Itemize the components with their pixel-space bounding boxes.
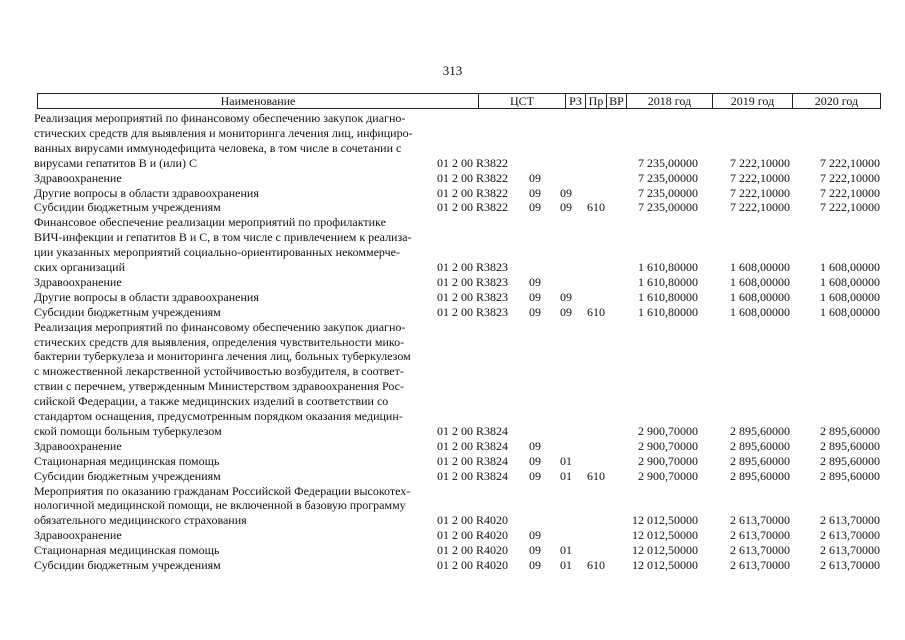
row-name: Другие вопросы в области здравоохранения <box>34 289 259 304</box>
row-cst: 01 2 00 R4020 <box>437 513 509 528</box>
row-vr: 610 <box>587 558 605 572</box>
row-name: ствии с перечнем, утвержденным Министерством здравоохранения Рос- <box>34 379 404 394</box>
row-name: Реализация мероприятий по финансовому обеспечению закупок диагно- <box>34 111 406 125</box>
row-pr: 01 <box>560 558 572 572</box>
row-name: Финансовое обеспечение реализации мероприятий по профилактике <box>34 215 386 230</box>
row-value-2020: 2 895,60000 <box>820 423 880 438</box>
row-value-2020: 2 895,60000 <box>820 468 880 483</box>
row-name: Стационарная медицинская помощь <box>34 453 220 468</box>
row-name: вирусами гепатитов В и (или) С <box>34 155 197 170</box>
row-rz: 09 <box>529 438 541 453</box>
row-value-2020: 2 895,60000 <box>820 453 880 468</box>
row-value-2020: 1 608,00000 <box>820 260 880 274</box>
row-cst: 01 2 00 R3824 <box>437 453 509 468</box>
row-rz: 09 <box>529 558 541 572</box>
row-cst: 01 2 00 R3823 <box>437 304 509 319</box>
row-name: Реализация мероприятий по финансовому обеспечению закупок диагно- <box>34 319 406 334</box>
row-value-2020: 2 613,70000 <box>820 528 880 543</box>
row-cst: 01 2 00 R3822 <box>437 170 509 185</box>
row-value-2019: 7 222,10000 <box>730 170 790 185</box>
row-value-2018: 12 012,50000 <box>632 543 698 558</box>
row-value-2019: 1 608,00000 <box>730 289 790 304</box>
row-cst: 01 2 00 R3824 <box>437 438 509 453</box>
row-name: Здравоохранение <box>34 438 122 453</box>
header-pr: Пр <box>586 94 607 108</box>
row-value-2018: 7 235,00000 <box>638 170 698 185</box>
row-value-2019: 2 895,60000 <box>730 468 790 483</box>
header-cst: ЦСТ <box>479 94 566 108</box>
row-name: Субсидии бюджетным учреждениям <box>34 558 221 572</box>
row-pr: 01 <box>560 468 572 483</box>
row-value-2020: 7 222,10000 <box>820 170 880 185</box>
row-rz: 09 <box>529 304 541 319</box>
row-name: сийской Федерации, а также медицинских изделий в соответствии со <box>34 394 389 409</box>
row-value-2018: 7 235,00000 <box>638 185 698 200</box>
row-rz: 09 <box>529 289 541 304</box>
row-cst: 01 2 00 R3822 <box>437 185 509 200</box>
row-value-2019: 2 895,60000 <box>730 423 790 438</box>
row-value-2018: 2 900,70000 <box>638 438 698 453</box>
row-name: Субсидии бюджетным учреждениям <box>34 200 221 215</box>
row-name: Здравоохранение <box>34 274 122 289</box>
row-cst: 01 2 00 R3824 <box>437 468 509 483</box>
row-pr: 09 <box>560 185 572 200</box>
row-value-2018: 12 012,50000 <box>632 528 698 543</box>
row-cst: 01 2 00 R3822 <box>437 155 509 170</box>
row-value-2019: 2 613,70000 <box>730 543 790 558</box>
page-number: 313 <box>442 63 463 78</box>
row-value-2018: 7 235,00000 <box>638 200 698 215</box>
row-cst: 01 2 00 R4020 <box>437 528 509 543</box>
row-value-2019: 2 613,70000 <box>730 513 790 528</box>
row-name: Субсидии бюджетным учреждениям <box>34 304 221 319</box>
row-value-2019: 1 608,00000 <box>730 260 790 274</box>
row-pr: 01 <box>560 453 572 468</box>
row-rz: 09 <box>529 528 541 543</box>
row-value-2018: 2 900,70000 <box>638 453 698 468</box>
row-cst: 01 2 00 R4020 <box>437 543 509 558</box>
row-cst: 01 2 00 R3823 <box>437 274 509 289</box>
header-vr: ВР <box>607 94 627 108</box>
row-value-2019: 2 613,70000 <box>730 528 790 543</box>
row-rz: 09 <box>529 274 541 289</box>
row-name: ВИЧ-инфекции и гепатитов В и С, в том числе с привлечением к реализа- <box>34 230 412 245</box>
row-rz: 09 <box>529 543 541 558</box>
row-name: Здравоохранение <box>34 528 122 543</box>
row-name: Стационарная медицинская помощь <box>34 543 220 558</box>
row-value-2020: 1 608,00000 <box>820 274 880 289</box>
row-value-2018: 7 235,00000 <box>638 155 698 170</box>
row-value-2020: 2 895,60000 <box>820 438 880 453</box>
row-value-2019: 7 222,10000 <box>730 155 790 170</box>
row-value-2020: 7 222,10000 <box>820 200 880 215</box>
row-value-2018: 2 900,70000 <box>638 468 698 483</box>
row-value-2020: 2 613,70000 <box>820 513 880 528</box>
row-pr: 09 <box>560 200 572 215</box>
row-value-2018: 12 012,50000 <box>632 513 698 528</box>
header-rz: РЗ <box>566 94 586 108</box>
row-name: стических средств для выявления и мониторинга лечения лиц, инфициро- <box>34 125 413 140</box>
row-cst: 01 2 00 R3823 <box>437 289 509 304</box>
row-rz: 09 <box>529 468 541 483</box>
row-pr: 09 <box>560 304 572 319</box>
header-name: Наименование <box>38 94 479 108</box>
row-name: ских организаций <box>34 260 126 274</box>
row-name: стических средств для выявления, определения чувствительности мико- <box>34 334 405 349</box>
row-rz: 09 <box>529 185 541 200</box>
row-cst: 01 2 00 R4020 <box>437 558 509 572</box>
row-value-2018: 12 012,50000 <box>632 558 698 572</box>
row-value-2020: 2 613,70000 <box>820 558 880 572</box>
row-rz: 09 <box>529 170 541 185</box>
row-name: стандартом оснащения, предусмотренным порядком оказания медицин- <box>34 409 403 423</box>
row-rz: 09 <box>529 200 541 215</box>
row-value-2018: 1 610,80000 <box>638 260 698 274</box>
row-value-2020: 1 608,00000 <box>820 304 880 319</box>
row-rz: 09 <box>529 453 541 468</box>
row-name: бактерии туберкулеза и мониторинга лечения лиц, больных туберкулезом <box>34 349 411 364</box>
row-cst: 01 2 00 R3823 <box>437 260 509 274</box>
row-value-2020: 2 613,70000 <box>820 543 880 558</box>
row-name: ской помощи больным туберкулезом <box>34 423 222 438</box>
row-vr: 610 <box>587 468 605 483</box>
row-pr: 01 <box>560 543 572 558</box>
row-name: ванных вирусами иммунодефицита человека, в том числе в сочетании с <box>34 140 402 155</box>
row-vr: 610 <box>587 200 605 215</box>
row-value-2018: 1 610,80000 <box>638 274 698 289</box>
row-name: обязательного медицинского страхования <box>34 513 247 528</box>
row-value-2018: 1 610,80000 <box>638 289 698 304</box>
row-value-2019: 2 895,60000 <box>730 453 790 468</box>
row-name: Другие вопросы в области здравоохранения <box>34 185 259 200</box>
row-value-2018: 2 900,70000 <box>638 423 698 438</box>
table-header <box>37 93 881 109</box>
row-value-2019: 1 608,00000 <box>730 304 790 319</box>
row-name: ции указанных мероприятий социально-ориентированных некоммерче- <box>34 245 400 260</box>
row-value-2019: 1 608,00000 <box>730 274 790 289</box>
row-pr: 09 <box>560 289 572 304</box>
header-2018: 2018 год <box>627 94 713 108</box>
row-value-2019: 2 613,70000 <box>730 558 790 572</box>
row-name: с множественной лекарственной устойчивостью возбудителя, в соответ- <box>34 364 404 379</box>
row-value-2019: 7 222,10000 <box>730 200 790 215</box>
row-value-2019: 2 895,60000 <box>730 438 790 453</box>
row-name: Мероприятия по оказанию гражданам Российской Федерации высокотех- <box>34 483 411 498</box>
row-cst: 01 2 00 R3822 <box>437 200 509 215</box>
row-value-2020: 7 222,10000 <box>820 155 880 170</box>
row-value-2018: 1 610,80000 <box>638 304 698 319</box>
header-2020: 2020 год <box>814 94 859 108</box>
header-2019: 2019 год <box>713 94 793 108</box>
row-name: нологичной медицинской помощи, не включенной в базовую программу <box>34 498 406 513</box>
row-cst: 01 2 00 R3824 <box>437 423 509 438</box>
row-value-2020: 7 222,10000 <box>820 185 880 200</box>
row-value-2019: 7 222,10000 <box>730 185 790 200</box>
row-vr: 610 <box>587 304 605 319</box>
row-name: Субсидии бюджетным учреждениям <box>34 468 221 483</box>
row-name: Здравоохранение <box>34 170 122 185</box>
row-value-2020: 1 608,00000 <box>820 289 880 304</box>
